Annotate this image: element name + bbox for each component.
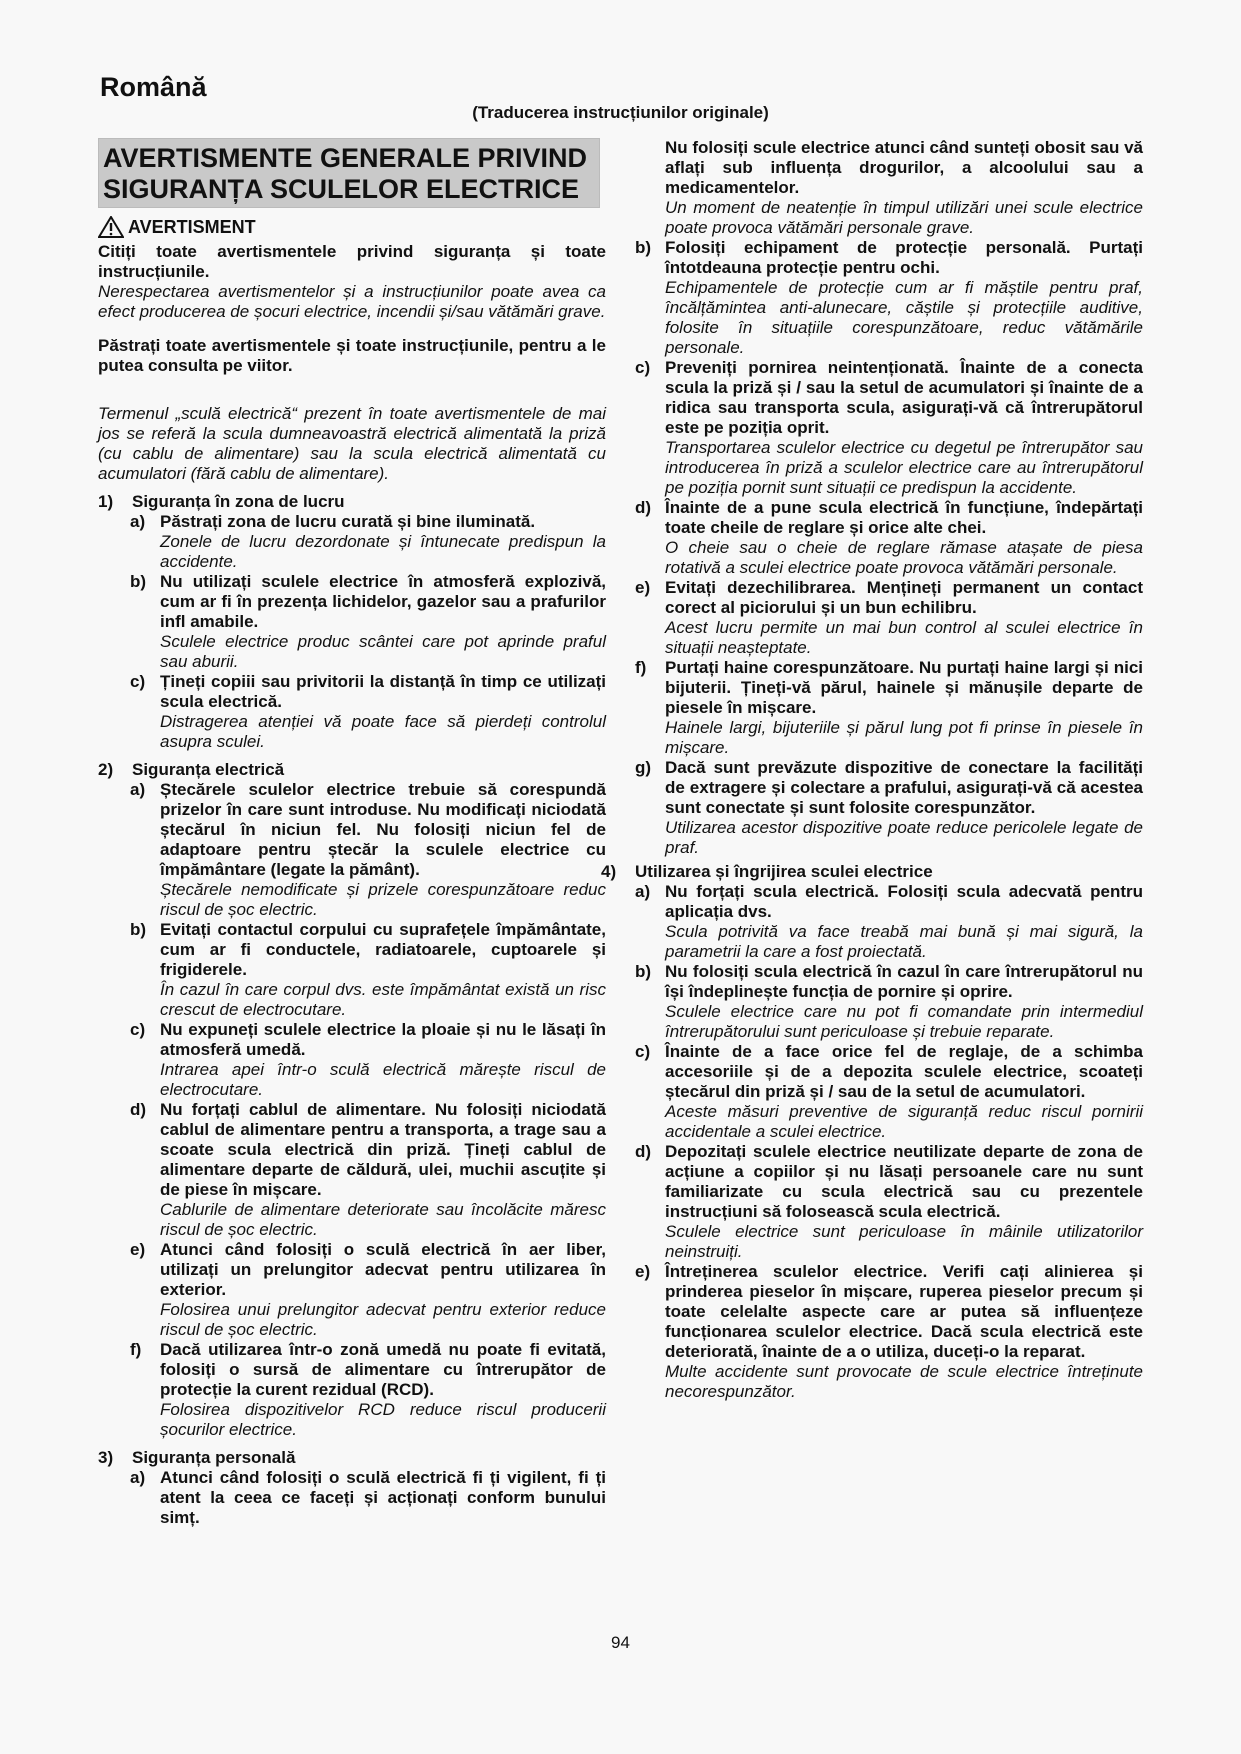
list-item: e) Atunci când folosiți o sculă electrică în aer liber, utilizați un prelungitor adecvat pentru utilizarea în exterior. Folosirea unui prelungitor adecvat pentru exterior reduce riscul de șoc electric. <box>130 1240 606 1339</box>
translation-subtitle: (Traducerea instrucțiunilor originale) <box>472 103 769 122</box>
list-item: g) Dacă sunt prevăzute dispozitive de conectare la facilități de extragere și colectare a prafului, asigurați-vă că acestea sunt conectate și sunt folosite corespunzător. Utilizarea acestor dispozitive poate reduce pericolele legate de praf. <box>635 758 1143 857</box>
list-item: c) Țineți copiii sau privitorii la distanță în timp ce utilizați scula electrică. Distragerea atenției vă poate face să pierdeți controlul asupra sculei. <box>130 672 606 751</box>
list-item: e) Evitați dezechilibrarea. Mențineți permanent un contact corect al piciorului și un bun echilibru. Acest lucru permite un mai bun control al sculei electrice în situații neașteptate. <box>635 578 1143 657</box>
list-item: f) Dacă utilizarea într-o zonă umedă nu poate fi evitată, folosiți o sursă de alimentare cu întrerupător de protecție la curent rezidual (RCD). Folosirea dispozitivelor RCD reduce riscul producerii șocurilor electrice. <box>130 1340 606 1439</box>
language-heading: Română <box>100 72 207 102</box>
right-column <box>601 138 1144 1402</box>
list-item: f) Purtați haine corespunzătoare. Nu purtați haine largi și nici bijuterii. Țineți-vă părul, hainele și mănușile departe de piesele în mișcare. Hainele largi, bijuteriile și părul lung pot fi prinse în piesele în mișcare. <box>635 658 1143 757</box>
warning-read-all: Citiți toate avertismentele privind siguranța și toate instrucțiunile. <box>98 242 606 281</box>
list-item: b) Evitați contactul corpului cu suprafețele împământate, cum ar fi conductele, radiatoarele, cuptoarele și frigiderele. În cazul în care corpul dvs. este împământat există un risc crescut de electrocutare. <box>130 920 606 1019</box>
warning-consequences: Nerespectarea avertismentelor și a instrucțiunilor poate avea ca efect producerea de șocuri electrice, incendii și/sau vătămări grave. <box>98 282 606 321</box>
list-item: e) Întreținerea sculelor electrice. Verifi cați alinierea și prinderea pieselor în mișcare, ruperea pieselor precum și toate celelalte aspecte care ar putea să influențeze funcționarea sculelor electrice. Dacă scula electrică este deteriorată, înainte de a o utiliza, duceți-o la reparat. Multe accidente sunt provocate de scule electrice întreținute necorespunzător. <box>635 1262 1143 1401</box>
list-item: a) Ștecărele sculelor electrice trebuie să corespundă prizelor în care sunt introduse. Nu modificați niciodată ștecărul în niciun fel. Nu folosiți niciun fel de adaptoare pentru ștecăr la sculele electrice cu împământare (legate la pământ). Ștecărele nemodificate și prizele corespunzătoare reduc riscul de șoc electric. <box>130 780 606 919</box>
section-3-heading: 3) Siguranța personală <box>98 1448 296 1467</box>
list-item: a) Atunci când folosiți o sculă electrică fi ți vigilent, fi ți atent la ceea ce faceți și acționați conform bunului simț. <box>130 1468 606 1527</box>
list-item: b) Nu utilizați sculele electrice în atmosferă explozivă, cum ar fi în prezența lichidelor, gazelor sau a prafurilor infl amabile. Sculele electrice produc scântei care pot aprinde praful sau aburii. <box>130 572 606 671</box>
warning-heading <box>98 216 606 238</box>
left-column <box>98 138 606 1528</box>
list-item: c) Înainte de a face orice fel de reglaje, de a schimba accesoriile și de a depozita sculele electrice, scoateți ștecărul din priză și / sau de la setul de acumulatori. Aceste măsuri preventive de siguranță reduc riscul pornirii accidentale a sculei electrice. <box>635 1042 1143 1141</box>
list-item: c) Nu expuneți sculele electrice la ploaie și nu le lăsați în atmosferă umedă. Intrarea apei într-o sculă electrică mărește riscul de electrocutare. <box>130 1020 606 1099</box>
page-number: 94 <box>611 1633 630 1652</box>
section-2-heading: 2) Siguranța electrică <box>98 760 285 779</box>
warning-keep-instructions: Păstrați toate avertismentele și toate instrucțiunile, pentru a le putea consulta pe viitor. <box>98 336 606 375</box>
section-1-heading: 1) Siguranța în zona de lucru <box>98 492 345 511</box>
list-item: d) Înainte de a pune scula electrică în funcțiune, îndepărtați toate cheile de reglare și orice alte chei. O cheie sau o cheie de reglare rămase atașate de piesa rotativă a sculei electrice poate provoca vătămări personale. <box>635 498 1143 577</box>
section-title: AVERTISMENTE GENERALE PRIVIND SIGURANȚA SCULELOR ELECTRICE <box>98 138 600 208</box>
list-item-continued: Nu folosiți scule electrice atunci când sunteți obosit sau vă aflați sub influența drogurilor, a alcoolului sau a medicamentelor. Un moment de neatenție în timpul utilizări unei scule electrice poate provoca vătămări personale grave. <box>665 138 1144 237</box>
warning-definition: Termenul „sculă electrică“ prezent în toate avertismentele de mai jos se referă la scula dumneavoastră electrică alimentată la priză (cu cablu de alimentare) sau la scula electrică alimentată cu acumulatori (fără cablu de alimentare). <box>98 404 606 483</box>
list-item: b) Nu folosiți scula electrică în cazul în care întrerupătorul nu își îndeplinește funcția de pornire și oprire. Sculele electrice care nu pot fi comandate prin intermediul întrerupătorului sunt periculoase și trebuie reparate. <box>635 962 1143 1041</box>
warning-label: AVERTISMENT <box>128 217 256 237</box>
list-item: b) Folosiți echipament de protecție personală. Purtați întotdeauna protecție pentru ochi. Echipamentele de protecție cum ar fi măștile pentru praf, încălțămintea anti-alunecare, căștile și protecțiile auditive, folosite în situațiile corespunzătoare, reduc vătămările personale. <box>635 238 1143 357</box>
section-4-heading: 4) Utilizarea și îngrijirea sculei electrice <box>601 862 933 881</box>
list-item: a) Păstrați zona de lucru curată și bine iluminată. Zonele de lucru dezordonate și întunecate predispun la accidente. <box>130 512 606 571</box>
list-item: c) Preveniți pornirea neintenționată. Înainte de a conecta scula la priză și / sau la setul de acumulatori și înainte de a ridica sau transporta scula, asigurați-vă că întrerupătorul este pe poziția oprit. Transportarea sculelor electrice cu degetul pe întrerupător sau introducerea în priză a sculelor electrice care au întrerupătorul pe poziția pornit sunt situații ce predispun la accidente. <box>635 358 1143 497</box>
list-item: a) Nu forțați scula electrică. Folosiți scula adecvată pentru aplicația dvs. Scula potrivită va face treabă mai bună și mai sigură, la parametrii la care a fost proiectată. <box>635 882 1143 961</box>
list-item: d) Nu forțați cablul de alimentare. Nu folosiți niciodată cablul de alimentare pentru a transporta, a trage sau a scoate scula electrică din priză. Țineți cablul de alimentare departe de căldură, ulei, muchii ascuțite și de piese în mișcare. Cablurile de alimentare deteriorate sau încolăcite măresc riscul de șoc electric. <box>130 1100 606 1239</box>
list-item: d) Depozitați sculele electrice neutilizate departe de zona de acțiune a copiilor și nu lăsați persoanele care nu sunt familiarizate cu scula electrică sau cu prezentele instrucțiuni să folosească scula electrică. Sculele electrice sunt periculoase în mâinile utilizatorilor neinstruiți. <box>635 1142 1143 1261</box>
warning-triangle-icon <box>98 216 124 238</box>
